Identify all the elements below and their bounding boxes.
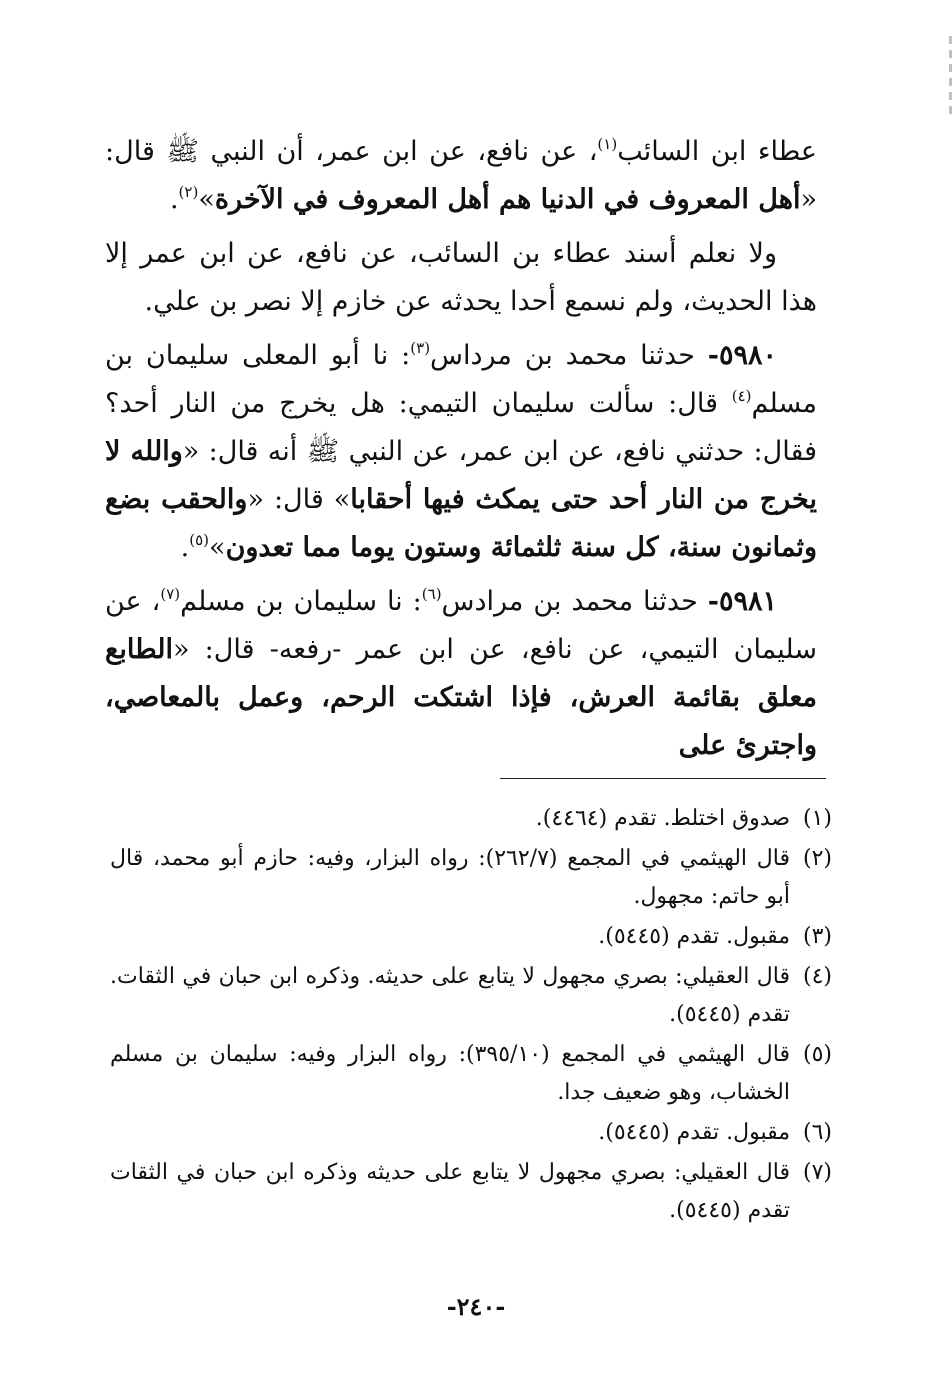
footnote-marker: (٧) bbox=[802, 1160, 832, 1185]
hadith-number: ٥٩٨٠- bbox=[707, 340, 777, 371]
text-segment: ولا نعلم أسند عطاء بن السائب، عن نافع، عن ابن عمر إلا هذا الحديث، ولم نسمع أحدا يحدثه عن خازم إلا نصر بن علي. bbox=[105, 238, 817, 317]
paragraph bbox=[105, 332, 817, 572]
footnote-text: قال العقيلي: بصري مجهول لا يتابع على حديثه. وذكره ابن حبان في الثقات. تقدم (٥٤٤٥). bbox=[110, 964, 790, 1027]
text-segment: عطاء ابن السائب bbox=[617, 136, 818, 167]
footnote-text: قال الهيثمي في المجمع (٢٦٢/٧): رواه البزار، وفيه: حازم أبو محمد، قال أبو حاتم: مجهول. bbox=[110, 846, 790, 909]
text-segment: حدثنا محمد بن مرداس bbox=[430, 340, 708, 371]
footnote-reference: (٤) bbox=[731, 387, 752, 405]
page-body bbox=[105, 128, 817, 776]
paragraph bbox=[105, 578, 817, 770]
footnote-separator bbox=[500, 778, 826, 779]
footnote-reference: (٥) bbox=[189, 531, 210, 549]
text-segment: » قال: « bbox=[247, 484, 351, 515]
footnote bbox=[110, 918, 832, 956]
hadith-number: ٥٩٨١- bbox=[707, 586, 777, 617]
footnote-reference: (٣) bbox=[410, 339, 431, 357]
page-number: -٢٤٠- bbox=[446, 1292, 506, 1321]
footnote bbox=[110, 1036, 832, 1112]
scan-edge-mark bbox=[946, 30, 952, 150]
footnote-text: مقبول. تقدم (٥٤٤٥). bbox=[598, 924, 790, 949]
hadith-text: أهل المعروف في الدنيا هم أهل المعروف في الآخرة bbox=[214, 184, 801, 215]
text-segment: » bbox=[198, 184, 215, 215]
footnote-reference: (٢) bbox=[178, 183, 199, 201]
paragraph bbox=[105, 230, 817, 326]
hadith-text: والله لا يخرج من النار أحد حتى يمكث فيها أحقابا bbox=[105, 436, 817, 515]
footnote-marker: (٦) bbox=[802, 1120, 832, 1145]
text-segment: ، عن نافع، عن ابن عمر، أن النبي ﷺ قال: « bbox=[105, 136, 817, 215]
text-segment: . bbox=[169, 184, 179, 215]
footnote-reference: (١) bbox=[597, 135, 618, 153]
footnote bbox=[110, 800, 832, 838]
footnote-marker: (٢) bbox=[802, 846, 832, 871]
text-segment: حدثنا محمد بن مرادس bbox=[441, 586, 708, 617]
footnote bbox=[110, 1114, 832, 1152]
text-segment: . bbox=[180, 532, 190, 563]
footnote-text: قال الهيثمي في المجمع (٣٩٥/١٠): رواه البزار وفيه: سليمان بن مسلم الخشاب، وهو ضعيف جدا. bbox=[110, 1042, 790, 1105]
hadith-text: والحقب بضع وثمانون سنة، كل سنة ثلثمائة وستون يوما مما تعدون bbox=[105, 484, 817, 563]
footnote-marker: (٣) bbox=[802, 924, 832, 949]
text-segment: » bbox=[209, 532, 226, 563]
footnote-text: مقبول. تقدم (٥٤٤٥). bbox=[598, 1120, 790, 1145]
footnote-reference: (٦) bbox=[421, 585, 442, 603]
footnotes bbox=[110, 800, 832, 1232]
main-text bbox=[105, 128, 817, 770]
footnote-text: قال العقيلي: بصري مجهول لا يتابع على حديثه وذكره ابن حبان في الثقات تقدم (٥٤٤٥). bbox=[110, 1160, 790, 1223]
footnote-text: صدوق اختلط. تقدم (٤٤٦٤). bbox=[535, 806, 790, 831]
footnote bbox=[110, 840, 832, 916]
footnote-reference: (٧) bbox=[160, 585, 181, 603]
text-segment: قال: سألت سليمان التيمي: هل يخرج من النار أحد؟ فقال: حدثني نافع، عن ابن عمر، عن النبي ﷺ أنه قال: « bbox=[105, 388, 818, 467]
hadith-text: الطابع معلق بقائمة العرش، فإذا اشتكت الرحم، وعمل بالمعاصي، واجترئ على bbox=[105, 634, 817, 761]
text-segment: ، عن سليمان التيمي، عن نافع، عن ابن عمر -رفعه- قال: « bbox=[105, 586, 817, 665]
paragraph bbox=[105, 128, 817, 224]
text-segment: : نا أبو المعلى سليمان بن مسلم bbox=[105, 340, 817, 419]
footnote bbox=[110, 958, 832, 1034]
footnote bbox=[110, 1154, 832, 1230]
footnote-marker: (٤) bbox=[802, 964, 832, 989]
footnote-marker: (٥) bbox=[802, 1042, 832, 1067]
footnote-marker: (١) bbox=[802, 806, 832, 831]
text-segment: : نا سليمان بن مسلم bbox=[180, 586, 422, 617]
